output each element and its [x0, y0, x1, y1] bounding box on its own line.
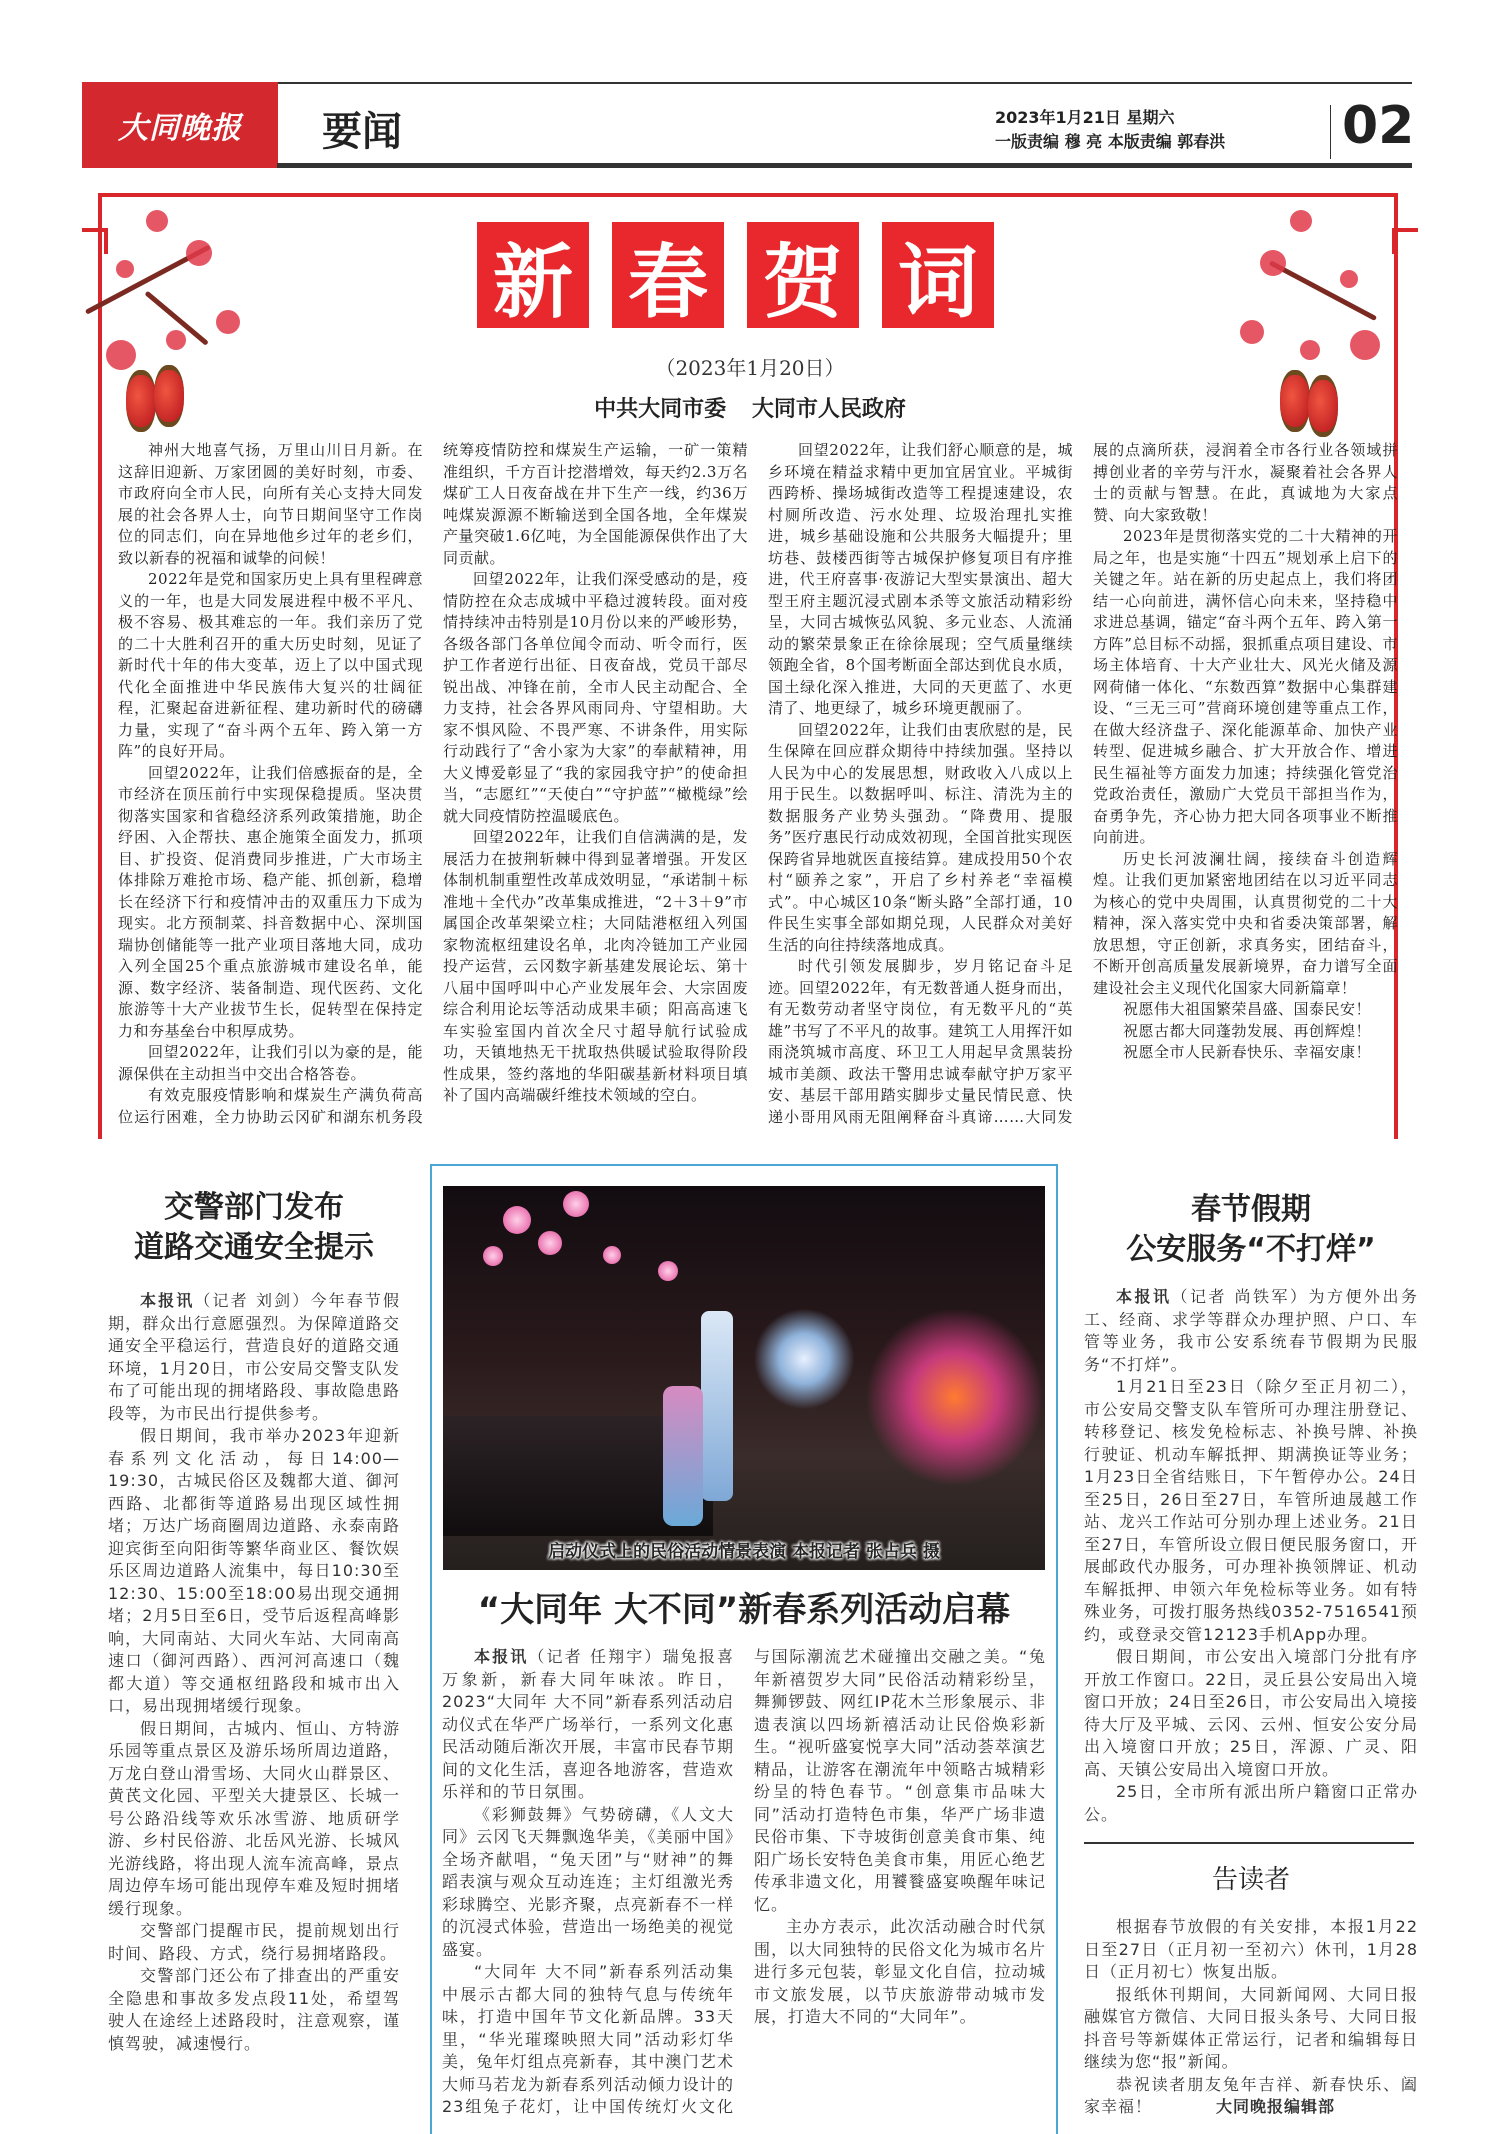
paragraph: 《彩狮鼓舞》气势磅礴，《人文大同》云冈飞天舞飘逸华美，《美丽中国》全场齐献唱，“兔天团”与“财神”的舞蹈表演与观众互动连连；主灯组激光秀彩球腾空、光影齐聚，点亮新春不一样的沉浸式体验，营造出一场绝美的视觉盛宴。 [442, 1804, 734, 1959]
traffic-article-headline [108, 1188, 400, 1268]
wish-line: 祝愿伟大祖国繁荣昌盛、国泰民安！ [1123, 1000, 1372, 1018]
paragraph: 2023年是贯彻落实党的二十大精神的开局之年，也是实施“十四五”规划承上启下的关键之年。站在新的历史起点上，我们将团结一心向前进，满怀信心向未来，坚持稳中求进总基调，锚定“奋斗两个五年、跨入第一方阵”总目标不动摇，狠抓重点项目建设、市场主体培育、十大产业壮大、风光火储及源网荷储一体化、“东数西算”数据中心集群建设、“三无三可”营商环境创建等重点工作，在做大经济盘子、深化能源革命、加快产业转型、促进城乡融合、扩大开放合作、增进民生福祉等方面发力加速；持续强化管党治党政治责任，激励广大党员干部担当作为，奋勇争先，齐心协力把大同各项事业不断推向前进。 [1093, 527, 1398, 846]
traffic-article [108, 1188, 400, 2055]
headline-line: 公安服务“不打烊” [1126, 1232, 1376, 1267]
police-article-headline [1084, 1190, 1418, 1270]
page-number: 02 [1342, 96, 1415, 156]
byline: （记者 刘剑） [194, 1291, 311, 1310]
right-column [1084, 1190, 1418, 2119]
headline-line: 道路交通安全提示 [134, 1230, 374, 1265]
lead-label: 本报讯 [140, 1291, 195, 1310]
title-char: 词 [882, 222, 994, 328]
paragraph: 主办方表示，此次活动融合时代氛围，以大同独特的民俗文化为城市名片进行多元包装，彰显文化自信，拉动城市文旅发展，以节庆旅游带动城市发展，打造大不同的“大同年”。 [754, 1917, 1046, 2026]
paragraph: 回望2022年，让我们引以为豪的是，能源保供在主动担当中交出合格答卷。 [118, 1043, 423, 1083]
headline-line: 春节假期 [1191, 1192, 1311, 1227]
wish-line: 祝愿古都大同蓬勃发展、再创辉煌！ [1123, 1021, 1372, 1040]
paragraph: 有效克服疫情影响和煤炭生产满负荷高位运行困难，全力协助云冈矿和湖东机务段统筹疫情防控和煤炭生产运输，一矿一策精准组织，千方百计挖潜增效，每天约2.3万名煤矿工人日夜奋战在井下生产一线，约36万吨煤炭源源不断输送到全国各地，全年煤炭产量突破1.6亿吨，为全国能源保供作出了大同贡献。 [118, 441, 748, 1126]
paragraph: 回望2022年，让我们倍感振奋的是，全市经济在顶压前行中实现保稳提质。坚决贯彻落实国家和省稳经济系列政策措施，助企纾困、入企帮扶、惠企施策全面发力，抓项目、扩投资、促消费同步推进，广大市场主体排除万难抢市场、稳产能、抓创新，稳增长在经济下行和疫情冲击的双重压力下成为现实。北方预制菜、抖音数据中心、深圳国瑞协创储能等一批产业项目落地大同，成功入列全国25个重点旅游城市建设名单，能源、数字经济、装备制造、现代医药、文化旅游等十大产业拔节生长，促转型在保持定力和夯基垒台中积厚成势。 [118, 763, 423, 1040]
paragraph: 为方便外出务工、经商、求学等群众办理护照、户口、车管等业务，我市公安系统春节假期为民服务“不打烊”。 [1084, 1287, 1418, 1374]
paragraph: 交警部门提醒市民，提前规划出行时间、路段、方式，绕行易拥堵路段。 [108, 1921, 400, 1963]
paragraph: 时代引领发展脚步，岁月铭记奋斗足迹。回望2022年，有无数普通人挺身而出，有无数劳动者坚守岗位，有无数平凡的“英雄”书写了不平凡的故事。建筑工人用挥汗如雨浇筑城市高度、环卫工人用起早贪黑装扮城市美颜、政法干警用忠诚奉献守护万家平安、基层干部用踏实脚步丈量民情民意、快递小哥用风雨无阻阐释奋斗真谛……大同发展的点滴所获，浸润着全市各行业各领域拼搏创业者的辛劳与汗水，凝聚着社会各界人士的贡献与智慧。在此，真诚地为大家点赞、向大家致敬！ [768, 441, 1398, 1126]
paragraph: 2022年是党和国家历史上具有里程碑意义的一年，也是大同发展进程中极不平凡、极不容易、极其难忘的一年。我们亲历了党的二十大胜利召开的重大历史时刻，见证了新时代十年的伟大变革，迈上了以中国式现代化全面推进中华民族伟大复兴的壮阔征程，汇聚起奋进新征程、建功新时代的磅礴力量，实现了“奋斗两个五年、跨入第一方阵”的良好开局。 [118, 570, 423, 760]
issue-date: 2023年1月21日 星期六 [995, 108, 1175, 127]
notice-body [1084, 1916, 1418, 2119]
paragraph: 回望2022年，让我们深受感动的是，疫情防控在众志成城中平稳过渡转段。面对疫情持续冲击特别是10月份以来的严峻形势，各级各部门各单位闻令而动、听令而行，医护工作者逆行出征、日夜奋战，党员干部尽锐出战、冲锋在前，全市人民主动配合、全力支持，社会各界风雨同舟、守望相助。大家不惧风险、不畏严寒、不讲条件，用实际行动践行了“舍小家为大家”的奉献精神，用大义博爱彰显了“我的家园我守护”的使命担当，“志愿红”“天使白”“守护蓝”“橄榄绿”绘就大同疫情防控温暖底色。 [443, 570, 748, 825]
dateline [995, 106, 1225, 154]
paragraph: 历史长河波澜壮阔，接续奋斗创造辉煌。让我们更加紧密地团结在以习近平同志为核心的党中央周围，认真贯彻党的二十大精神，深入落实党中央和省委决策部署，解放思想，守正创新，求真务实，团结奋斗，不断开创高质量发展新境界，奋力谱写全面建设社会主义现代化国家大同新篇章！ [1093, 849, 1398, 997]
paragraph: 神州大地喜气扬，万里山川日月新。在这辞旧迎新、万家团圆的美好时刻，市委、市政府向全市人民，向所有关心支持大同发展的社会各界人士，向节日期间坚守工作岗位的同志们，向在异地他乡过年的老乡们，致以新春的祝福和诚挚的问候！ [118, 441, 423, 567]
paragraph: 假日期间，我市举办2023年迎新春系列文化活动，每日14:00—19:30，古城民俗区及魏都大道、御河西路、北都街等道路易出现区域性拥堵；万达广场商圈周边道路、永泰南路迎宾街至向阳街等繁华商业区、餐饮娱乐区周边道路人流集中，每日10:30至12:30、15:00至18:00易出现交通拥堵；2月5日至6日，受节后返程高峰影响，大同南站、大同火车站、大同南高速口（御河西路）、西河河高速口（魏都大道）等交通枢纽路段和城市出入口，易出现拥堵缓行现象。 [108, 1426, 400, 1715]
paragraph: 报纸休刊期间，大同新闻网、大同日报融媒官方微信、大同日报头条号、大同日报抖音号等新媒体正常运行，记者和编辑每日继续为您“报”新闻。 [1084, 1984, 1418, 2071]
feature-date: （2023年1月20日） [655, 356, 845, 380]
masthead-rule-bottom [277, 163, 1412, 168]
wish-line: 祝愿全市人民新春快乐、幸福安康！ [1123, 1043, 1372, 1061]
paragraph: 25日，全市所有派出所户籍窗口正常办公。 [1084, 1782, 1418, 1824]
paragraph: 根据春节放假的有关安排，本报1月22日至27日（正月初一至初六）休刊，1月28日（正月初七）恢复出版。 [1084, 1917, 1418, 1981]
notice-title: 告读者 [1211, 1865, 1290, 1895]
photo-caption: 启动仪式上的民俗活动情景表演 本报记者 张占兵 摄 [548, 1542, 940, 1562]
paragraph: 交警部门还公布了排查出的严重安全隐患和事故多发点段11处，希望驾驶人在途经上述路段时，注意观察，谨慎驾驶，减速慢行。 [108, 1966, 400, 2053]
section-name: 要闻 [322, 108, 402, 155]
title-char: 春 [612, 222, 724, 328]
paragraph: “大同年 大不同”新春系列活动集中展示古都大同的独特气息与传统年味，打造中国年节文化新品牌。33天里，“华光璀璨映照大同”活动彩灯华美，兔年灯组点亮新春，其中澳门艺术大师马若龙为新春系列活动倾力设计的23组兔子花灯，让中国传统灯火文化与国际潮流艺术碰撞出交融之美。“兔年新禧贺岁大同”民俗活动精彩纷呈，舞狮锣鼓、网红IP花木兰形象展示、非遗表演以四场新禧活动让民俗焕彩新生。“视听盛宴悦享大同”活动荟萃演艺精品，让游客在潮流年中领略古城精彩纷呈的特色春节。“创意集市品味大同”活动打造特色市集，华严广场非遗民俗市集、下寺坡街创意美食市集、纯阳广场长安特色美食市集，用匠心绝艺传承非遗文化，用饕餮盛宴唤醒年味记忆。 [442, 1647, 1046, 2116]
newspaper-logo: 大同晚报 [82, 82, 278, 168]
performer [701, 1311, 733, 1501]
feature-issuer: 中共大同市委 大同市人民政府 [594, 397, 906, 422]
byline: （记者 尚铁军） [1171, 1287, 1309, 1306]
lead-label: 本报讯 [474, 1647, 529, 1666]
police-article-body [1084, 1286, 1418, 1826]
lead-label: 本报讯 [1116, 1287, 1172, 1306]
title-char: 贺 [747, 222, 859, 328]
masthead-rule [82, 82, 1412, 84]
editors: 一版责编 穆 亮 本版责编 郭春洪 [995, 132, 1226, 151]
paragraph: 今年春节假期，群众出行意愿强烈。为保障道路交通安全平稳运行，营造良好的道路交通环境，1月20日，市公安局交警支队发布了可能出现的拥堵路段、事故隐患路段等，为市民出行提供参考。 [108, 1291, 400, 1423]
performer [663, 1386, 703, 1526]
byline: （记者 任翔宇） [528, 1647, 663, 1666]
paragraph: 恭祝读者朋友兔年吉祥、新春快乐、阖家幸福！ [1084, 2074, 1418, 2116]
title-char: 新 [477, 222, 589, 328]
paragraph: 假日期间，市公安出入境部门分批有序开放工作窗口。22日，灵丘县公安局出入境窗口开放；24日至26日，市公安局出入境接待大厅及平城、云冈、云州、恒安公安分局出入境窗口开放；25日，浑源、广灵、阳高、天镇公安局出入境窗口开放。 [1084, 1647, 1418, 1779]
headline-line: 交警部门发布 [164, 1190, 344, 1225]
paragraph: 1月21日至23日（除夕至正月初二），市公安局交警支队车管所可办理注册登记、转移登记、核发免检标志、补换号牌、补换行驶证、机动车解抵押、期满换证等业务；1月23日全省结账日，下午暂停办公。24日至25日，26日至27日，车管所迪晟越工作站、龙兴工作站可分别办理上述业务。21日至27日，车管所设立假日便民服务窗口，开展邮政代办服务，可办理补换领牌证、机动车解抵押、申领六年免检标等业务。如有特殊业务，可拨打服务热线0352-7516541预约，或登录交管12123手机App办理。 [1084, 1377, 1418, 1644]
feature-title [477, 222, 994, 328]
paragraph: 回望2022年，让我们舒心顺意的是，城乡环境在精益求精中更加宜居宜业。平城街西跨桥、操场城街改造等工程提速建设，农村厕所改造、污水处理、垃圾治理扎实推进，城乡基础设施和公共服务大幅提升；里坊巷、鼓楼西街等古城保护修复项目有序推进，代王府喜事·夜游记大型实景演出、超大型王府主题沉浸式剧本杀等文旅活动精彩纷呈，大同古城恢弘风貌、多元业态、人流涌动的繁荣景象正在徐徐展现；空气质量继续领跑全省，8个国考断面全部达到优良水质，国土绿化深入推进，大同的天更蓝了、水更清了、地更绿了，城乡环境更靓丽了。 [768, 441, 1073, 717]
paragraph: 回望2022年，让我们自信满满的是，发展活力在披荆斩棘中得到显著增强。开发区体制机制重塑性改革成效明显，“承诺制＋标准地＋全代办”改革集成推进，“2＋3＋9”市属国企改革架梁立柱；大同陆港枢纽入列国家物流枢纽建设名单，北肉冷链加工产业园投产运营，云冈数字新基建发展论坛、第十八届中国呼叫中心产业发展年会、大宗固废综合利用论坛等活动成果丰硕；阳高高速飞车实验室国内首次全尺寸超导航行试验成功，天镇地热无干扰取热供暖试验取得阶段性成果，签约落地的华阳碳基新材料项目填补了国内高端碳纤维技术领域的空白。 [443, 828, 748, 1104]
paragraph: 回望2022年，让我们由衷欣慰的是，民生保障在回应群众期待中持续加强。坚持以人民为中心的发展思想，财政收入八成以上用于民生。以数据呼叫、标注、清洗为主的数据服务产业势头强劲。“降费用、提服务”医疗惠民行动成效初现，全国首批实现医保跨省异地就医直接结算。建成投用50个农村“颐养之家”，开启了乡村养老“幸福模式”。中心城区10条“断头路”全部打通，10件民生实事全部如期兑现，人民群众对美好生活的向往持续落地成真。 [768, 720, 1073, 954]
notice-signature: 大同晚报编辑部 [1216, 2097, 1336, 2116]
festival-article-headline: “大同年 大不同”新春系列活动启幕 [477, 1590, 1011, 1630]
festival-article-body [442, 1646, 1046, 2122]
divider [1330, 105, 1331, 159]
feature-body [118, 440, 1398, 1135]
paragraph: 假日期间，古城内、恒山、方特游乐园等重点景区及游乐场所周边道路，万龙白登山滑雪场、大同火山群景区、黄芪文化园、平型关大捷景区、长城一号公路沿线等欢乐冰雪游、地质研学游、乡村民俗游、北岳风光游、长城风光游线路，将出现人流车流高峰，景点周边停车场可能出现停车难及短时拥堵缓行现象。 [108, 1718, 400, 1918]
divider [1084, 1842, 1414, 1844]
paragraph: 瑞兔报喜万象新，新春大同年味浓。昨日，2023“大同年 大不同”新春系列活动启动仪式在华严广场举行，一系列文化惠民活动随后渐次开展，丰富市民春节期间的文化生活，喜迎各地游客，营造欢乐祥和的节日氛围。 [442, 1647, 734, 1801]
traffic-article-body [108, 1290, 400, 2055]
festival-photo [443, 1186, 1045, 1570]
